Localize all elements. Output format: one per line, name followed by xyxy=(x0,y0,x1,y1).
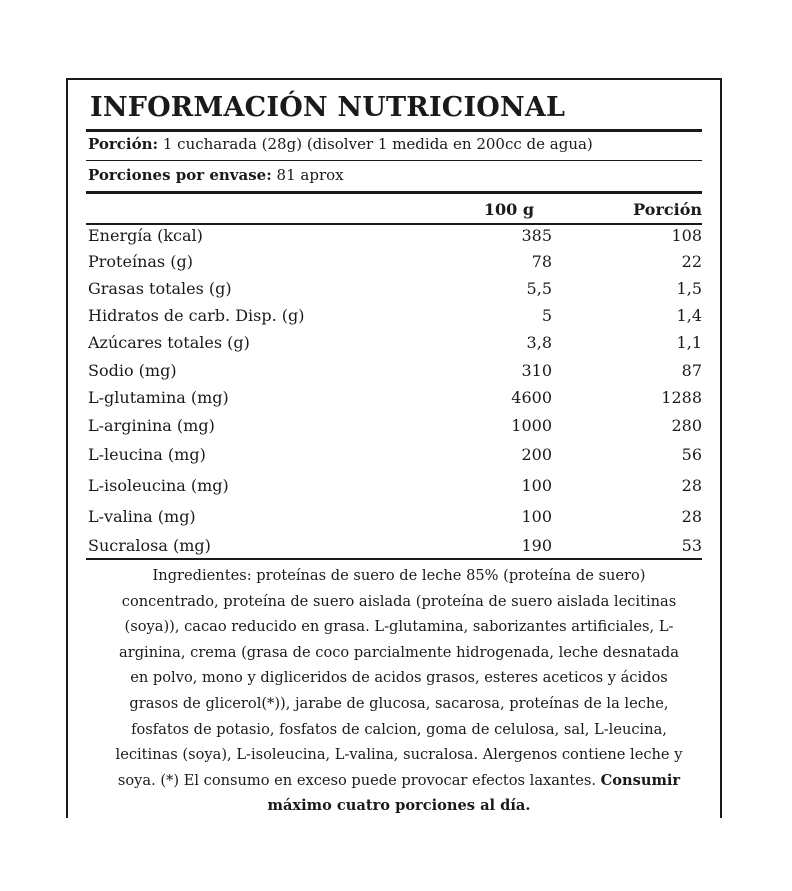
nutrition-label xyxy=(66,78,722,818)
serving-size-value: 1 cucharada (28g) (disolver 1 medida en 200cc de agua) xyxy=(162,135,593,153)
ingredients-line: fosfatos de potasio, fosfatos de calcion, goma de celulosa, sal, L-leucina, xyxy=(131,720,667,738)
serving-rule xyxy=(86,160,702,161)
ingredients-line: arginina, crema (grasa de coco parcialmente hidrogenada, leche desnatada xyxy=(119,643,679,661)
row-value-100g: 78 xyxy=(531,252,552,271)
title-rule xyxy=(86,129,702,132)
column-header-portion: Porción xyxy=(633,200,702,219)
row-value-100g: 385 xyxy=(521,226,552,245)
ingredients-line: concentrado, proteína de suero aislada (proteína de suero aislada lecitinas xyxy=(121,592,677,610)
row-value-100g: 4600 xyxy=(511,388,552,407)
table-row xyxy=(88,388,702,414)
laxative-warning: soya. (*) El consumo en exceso puede provocar efectos laxantes. xyxy=(117,771,597,789)
row-name: Proteínas (g) xyxy=(88,252,193,271)
table-row xyxy=(88,476,702,502)
row-name: Grasas totales (g) xyxy=(88,279,232,298)
table-bottom-rule xyxy=(86,558,702,560)
row-name: Sucralosa (mg) xyxy=(88,536,211,555)
ingredients-line: Ingredientes: proteínas de suero de leche 85% (proteína de suero) xyxy=(152,567,646,584)
label-title: INFORMACIÓN NUTRICIONAL xyxy=(90,92,566,123)
ingredients-line xyxy=(98,768,700,794)
serving-size xyxy=(88,135,593,153)
row-value-portion: 1,1 xyxy=(676,333,702,352)
row-value-100g: 100 xyxy=(521,507,552,526)
row-value-portion: 56 xyxy=(681,445,702,464)
servings-rule xyxy=(86,191,702,194)
consumption-warning-start: Consumir xyxy=(600,771,681,789)
row-value-100g: 310 xyxy=(521,361,552,380)
row-value-100g: 5,5 xyxy=(526,279,552,298)
row-value-100g: 1000 xyxy=(511,416,552,435)
row-value-portion: 28 xyxy=(681,476,702,495)
row-name: Sodio (mg) xyxy=(88,361,177,380)
ingredients-line: lecitinas (soya), L-isoleucina, L-valina, sucralosa. Alergenos contiene leche y xyxy=(115,746,683,764)
ingredients-text xyxy=(98,563,700,819)
row-value-100g: 3,8 xyxy=(526,333,552,352)
table-row xyxy=(88,226,702,252)
serving-size-label: Porción: xyxy=(88,135,159,153)
row-value-portion: 108 xyxy=(671,226,702,245)
header-rule xyxy=(86,223,702,225)
table-row xyxy=(88,416,702,442)
ingredients-line: grasos de glicerol(*)), jarabe de glucosa, sacarosa, proteínas de la leche, xyxy=(129,694,669,712)
row-value-portion: 280 xyxy=(671,416,702,435)
table-row xyxy=(88,279,702,305)
row-name: L-isoleucina (mg) xyxy=(88,476,229,495)
row-name: Energía (kcal) xyxy=(88,226,203,245)
row-name: L-arginina (mg) xyxy=(88,416,215,435)
servings-per-container-value: 81 aprox xyxy=(276,166,344,184)
row-value-portion: 22 xyxy=(681,252,702,271)
ingredients-line xyxy=(98,793,700,819)
row-value-100g: 100 xyxy=(521,476,552,495)
ingredients-line: en polvo, mono y diglicеridos de acidos grasos, esteres aceticos y ácidos xyxy=(130,669,668,687)
ingredients-line: (soya)), cacao reducido en grasa. L-glutamina, saborizantes artificiales, L- xyxy=(124,618,674,636)
row-name: Hidratos de carb. Disp. (g) xyxy=(88,306,305,325)
row-value-100g: 190 xyxy=(521,536,552,555)
row-name: L-valina (mg) xyxy=(88,507,196,526)
row-name: Azúcares totales (g) xyxy=(88,333,250,352)
row-name: L-leucina (mg) xyxy=(88,445,206,464)
row-value-100g: 5 xyxy=(541,306,552,325)
table-row xyxy=(88,361,702,387)
column-header-100g: 100 g xyxy=(483,200,534,219)
servings-per-container xyxy=(88,166,344,184)
row-value-portion: 1,5 xyxy=(676,279,702,298)
table-row xyxy=(88,252,702,278)
row-value-portion: 53 xyxy=(681,536,702,555)
row-value-portion: 28 xyxy=(681,507,702,526)
row-value-portion: 1288 xyxy=(661,388,702,407)
row-value-portion: 1,4 xyxy=(676,306,702,325)
row-name: L-glutamina (mg) xyxy=(88,388,229,407)
table-row xyxy=(88,445,702,471)
consumption-warning-end: máximo cuatro porciones al día. xyxy=(267,797,531,815)
table-row xyxy=(88,306,702,332)
servings-per-container-label: Porciones por envase: xyxy=(88,166,272,184)
table-row xyxy=(88,507,702,533)
table-row xyxy=(88,333,702,359)
row-value-100g: 200 xyxy=(521,445,552,464)
row-value-portion: 87 xyxy=(681,361,702,380)
